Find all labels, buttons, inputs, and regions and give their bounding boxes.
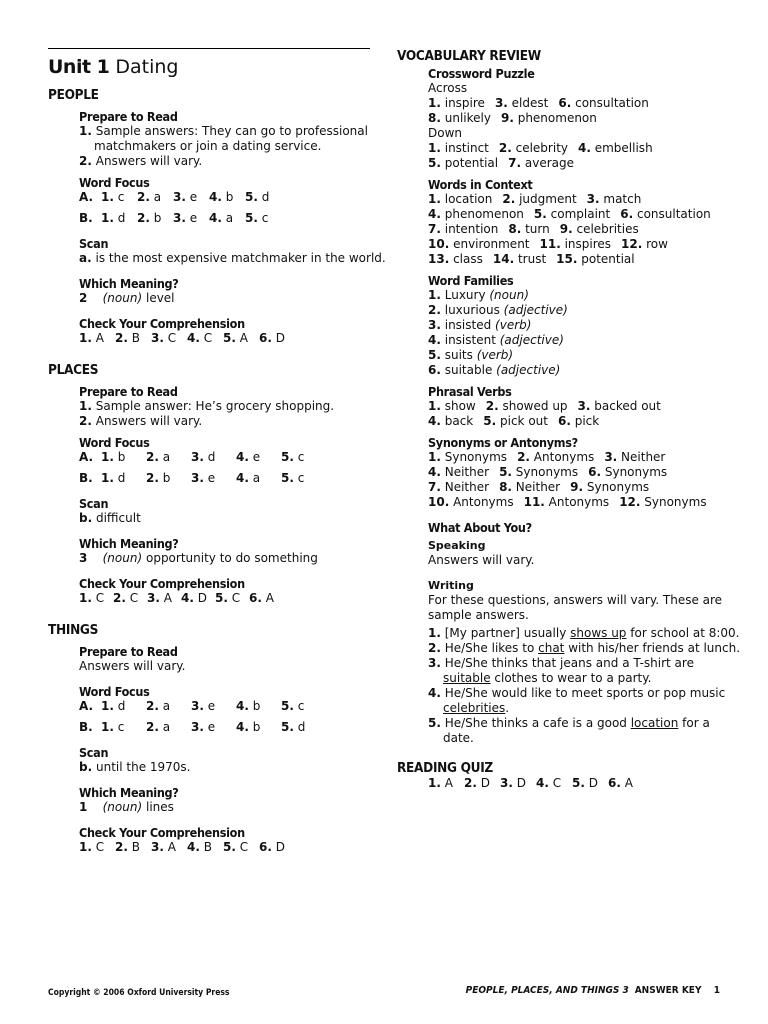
people-prepare-heading: Prepare to Read [79, 109, 178, 124]
writing-item: 3. He/She thinks that jeans and a T-shirt are suitable clothes to wear to a party. [428, 656, 694, 685]
answer-item: 3. e [191, 471, 216, 485]
answer-item: 4. b [236, 720, 261, 734]
things-meaning-heading: Which Meaning? [79, 785, 179, 800]
answer-item: 6. pick [557, 414, 600, 428]
answer-item: 7. intention [428, 222, 499, 236]
phrasal-line-2 [428, 414, 737, 429]
answer-item: 3. e [173, 190, 198, 204]
answer-item: 6. D [259, 331, 285, 345]
context-line-2 [428, 207, 737, 222]
footer-book: PEOPLE, PLACES, AND THINGS 3 [465, 985, 629, 996]
row-label: A. [79, 699, 94, 713]
answer-item: 10. environment [428, 237, 530, 251]
synonyms-line-4 [428, 495, 737, 510]
writing-item: 4. He/She would like to meet sports or pop music celebrities. [428, 686, 726, 715]
answer-item: 7. Neither [428, 480, 490, 494]
answer-item: 2. a [146, 450, 171, 464]
synonyms-line-1 [428, 450, 737, 465]
people-comprehension-heading: Check Your Comprehension [79, 316, 245, 331]
family-item: 2. luxurious (adjective) [428, 303, 568, 317]
vocab-heading: VOCABULARY REVIEW [397, 48, 541, 64]
places-prepare-2: 2. Answers will vary. [79, 414, 203, 428]
answer-item: 9. Synonyms [570, 480, 650, 494]
places-comprehension-heading: Check Your Comprehension [79, 576, 245, 591]
footer-title [466, 985, 720, 996]
answer-item: 5. pick out [483, 414, 548, 428]
answer-item: 5. C [223, 840, 249, 854]
answer-item: 5. A [223, 331, 248, 345]
speaking-answer: Answers will vary. [428, 553, 535, 567]
answer-item: 8. Neither [499, 480, 561, 494]
answer-item: 8. turn [508, 222, 550, 236]
answer-item: 3. match [586, 192, 642, 206]
answer-item: 5. c [245, 211, 269, 225]
places-meaning-answer: 3 (noun) opportunity to do something [79, 551, 318, 565]
family-item: 4. insistent (adjective) [428, 333, 564, 347]
answer-item: 1. A [79, 331, 104, 345]
crossword-down-2 [428, 156, 737, 171]
family-item: 1. Luxury (noun) [428, 288, 529, 302]
answer-item: 2. celebrity [498, 141, 568, 155]
people-word-focus-b [79, 211, 370, 226]
writing-heading: Writing [428, 579, 474, 592]
answer-item: 5. C [215, 591, 241, 605]
family-item: 5. suits (verb) [428, 348, 514, 362]
people-meaning-answer: 2 (noun) level [79, 291, 175, 305]
answer-item: 5. c [281, 699, 305, 713]
things-word-focus-a [79, 699, 370, 714]
answer-item: 1. inspire [428, 96, 485, 110]
answer-item: 5. potential [428, 156, 499, 170]
unit-subtitle: Dating [115, 56, 179, 78]
answer-item: 5. Synonyms [499, 465, 579, 479]
answer-item: 3. Neither [604, 450, 666, 464]
answer-item: 4. e [236, 450, 261, 464]
footer-page: 1 [713, 985, 720, 996]
things-heading: THINGS [48, 622, 99, 638]
places-scan-answer: b. difficult [79, 511, 141, 525]
answer-item: 6. consultation [558, 96, 649, 110]
things-scan-heading: Scan [79, 745, 109, 760]
answer-item: 3. e [191, 720, 216, 734]
answer-item: 1. d [101, 699, 126, 713]
answer-item: 6. A [249, 591, 274, 605]
answer-item: 1. instinct [428, 141, 489, 155]
quiz-heading: READING QUIZ [397, 760, 493, 776]
answer-item: 5. complaint [533, 207, 611, 221]
quiz-answers [428, 776, 737, 791]
answer-item: 3. d [191, 450, 216, 464]
answer-item: 4. b [236, 699, 261, 713]
crossword-heading: Crossword Puzzle [428, 66, 535, 81]
things-prepare-answer: Answers will vary. [79, 659, 186, 673]
answer-item: 3. e [191, 699, 216, 713]
speaking-heading: Speaking [428, 539, 486, 552]
context-heading: Words in Context [428, 177, 533, 192]
family-item: 6. suitable (adjective) [428, 363, 561, 377]
crossword-across-2 [428, 111, 737, 126]
context-line-3 [428, 222, 737, 237]
unit-label: Unit 1 [48, 56, 110, 78]
places-prepare-1: 1. Sample answer: He’s grocery shopping. [79, 399, 335, 413]
answer-item: 2. showed up [485, 399, 568, 413]
answer-item: 2. a [146, 720, 171, 734]
answer-item: 2. a [146, 699, 171, 713]
answer-item: 1. Synonyms [428, 450, 508, 464]
people-heading: PEOPLE [48, 87, 99, 103]
answer-item: 1. A [428, 776, 453, 790]
places-word-focus-a [79, 450, 370, 465]
footer-copyright: Copyright © 2006 Oxford University Press [48, 988, 230, 998]
answer-item: 2. b [137, 211, 162, 225]
crossword-down-label: Down [428, 126, 463, 140]
answer-item: 1. C [79, 840, 105, 854]
answer-item: 5. D [572, 776, 598, 790]
answer-item: 4. phenomenon [428, 207, 524, 221]
families-list [397, 288, 737, 378]
answer-item: 4. B [187, 840, 212, 854]
answer-item: 1. location [428, 192, 493, 206]
answer-item: 7. average [508, 156, 574, 170]
answer-item: 6. Synonyms [588, 465, 668, 479]
answer-item: 9. celebrities [559, 222, 639, 236]
places-word-focus-heading: Word Focus [79, 435, 150, 450]
answer-item: 5. c [281, 450, 305, 464]
answer-item: 13. class [428, 252, 483, 266]
places-heading: PLACES [48, 362, 99, 378]
answer-item: 14. trust [492, 252, 547, 266]
row-label: A. [79, 190, 94, 204]
answer-item: 4. C [536, 776, 562, 790]
answer-item: 4. C [187, 331, 213, 345]
answer-item: 1. d [101, 471, 126, 485]
row-label: B. [79, 211, 93, 225]
answer-item: 4. D [181, 591, 207, 605]
answer-item: 1. c [101, 720, 125, 734]
things-word-focus-heading: Word Focus [79, 684, 150, 699]
people-prepare-1-cont: matchmakers or join a dating service. [94, 139, 322, 153]
answer-item: 5. d [281, 720, 306, 734]
context-line-4 [428, 237, 737, 252]
answer-item: 2. B [115, 331, 140, 345]
row-label: B. [79, 471, 93, 485]
answer-item: 2. a [137, 190, 162, 204]
left-column [48, 48, 386, 855]
phrasal-heading: Phrasal Verbs [428, 384, 512, 399]
answer-item: 12. Synonyms [619, 495, 707, 509]
answer-item: 4. embellish [578, 141, 653, 155]
answer-item: 6. A [608, 776, 633, 790]
answer-item: 12. row [621, 237, 668, 251]
answer-item: 1. b [101, 450, 126, 464]
answer-item: 6. D [259, 840, 285, 854]
crossword-across-1 [428, 96, 737, 111]
answer-item: 3. A [147, 591, 172, 605]
answer-item: 11. inspires [539, 237, 612, 251]
things-scan-answer: b. until the 1970s. [79, 760, 191, 774]
answer-item: 1. c [101, 190, 125, 204]
people-prepare-1: 1. Sample answers: They can go to professional [79, 124, 368, 138]
answer-item: 4. b [209, 190, 234, 204]
answer-item: 3. A [151, 840, 176, 854]
people-comprehension-answers [79, 331, 370, 346]
right-column [397, 48, 741, 791]
footer-key: ANSWER KEY [634, 985, 702, 996]
places-meaning-heading: Which Meaning? [79, 536, 179, 551]
unit-rule [48, 48, 370, 49]
answer-item: 15. potential [556, 252, 635, 266]
writing-item: 2. He/She likes to chat with his/her friends at lunch. [428, 641, 741, 655]
answer-item: 3. e [173, 211, 198, 225]
answer-item: 5. d [245, 190, 270, 204]
answer-item: 4. back [428, 414, 474, 428]
places-prepare-heading: Prepare to Read [79, 384, 178, 399]
people-scan-answer: a. is the most expensive matchmaker in the world. [79, 251, 386, 265]
answer-item: 3. C [151, 331, 177, 345]
answer-item: 4. a [209, 211, 234, 225]
things-meaning-answer: 1 (noun) lines [79, 800, 174, 814]
answer-item: 2. b [146, 471, 171, 485]
answer-item: 5. c [281, 471, 305, 485]
answer-item: 1. C [79, 591, 105, 605]
answer-item: 3. backed out [577, 399, 661, 413]
about-heading: What About You? [428, 520, 532, 535]
writing-list [397, 626, 741, 746]
answer-item: 2. judgment [502, 192, 577, 206]
answer-item: 2. C [113, 591, 139, 605]
answer-item: 3. D [500, 776, 526, 790]
crossword-down-1 [428, 141, 737, 156]
answer-item: 1. show [428, 399, 476, 413]
places-word-focus-b [79, 471, 370, 486]
writing-item: 5. He/She thinks a cafe is a good location for a date. [428, 716, 710, 745]
synonyms-heading: Synonyms or Antonyms? [428, 435, 578, 450]
answer-item: 8. unlikely [428, 111, 491, 125]
places-scan-heading: Scan [79, 496, 109, 511]
things-comprehension-heading: Check Your Comprehension [79, 825, 245, 840]
answer-item: 2. Antonyms [517, 450, 595, 464]
places-comprehension-answers [79, 591, 370, 606]
writing-item: 1. [My partner] usually shows up for school at 8:00. [428, 626, 740, 640]
answer-item: 9. phenomenon [500, 111, 597, 125]
answer-item: 11. Antonyms [523, 495, 610, 509]
unit-title [48, 55, 370, 79]
things-comprehension-answers [79, 840, 370, 855]
row-label: A. [79, 450, 94, 464]
people-scan-heading: Scan [79, 236, 109, 251]
row-label: B. [79, 720, 93, 734]
answer-item: 2. B [115, 840, 140, 854]
people-word-focus-a [79, 190, 370, 205]
answer-item: 1. d [101, 211, 126, 225]
people-prepare-2: 2. Answers will vary. [79, 154, 203, 168]
answer-item: 4. a [236, 471, 261, 485]
answer-item: 2. D [464, 776, 490, 790]
synonyms-line-2 [428, 465, 737, 480]
families-heading: Word Families [428, 273, 514, 288]
family-item: 3. insisted (verb) [428, 318, 532, 332]
context-line-5 [428, 252, 737, 267]
answer-item: 4. Neither [428, 465, 490, 479]
answer-item: 6. consultation [620, 207, 711, 221]
writing-intro: For these questions, answers will vary. These are sample answers. [428, 593, 723, 622]
people-meaning-heading: Which Meaning? [79, 276, 179, 291]
people-word-focus-heading: Word Focus [79, 175, 150, 190]
synonyms-line-3 [428, 480, 737, 495]
crossword-across-label: Across [428, 81, 468, 95]
things-prepare-heading: Prepare to Read [79, 644, 178, 659]
things-word-focus-b [79, 720, 370, 735]
context-line-1 [428, 192, 737, 207]
answer-item: 3. eldest [494, 96, 549, 110]
answer-item: 10. Antonyms [428, 495, 514, 509]
phrasal-line-1 [428, 399, 737, 414]
